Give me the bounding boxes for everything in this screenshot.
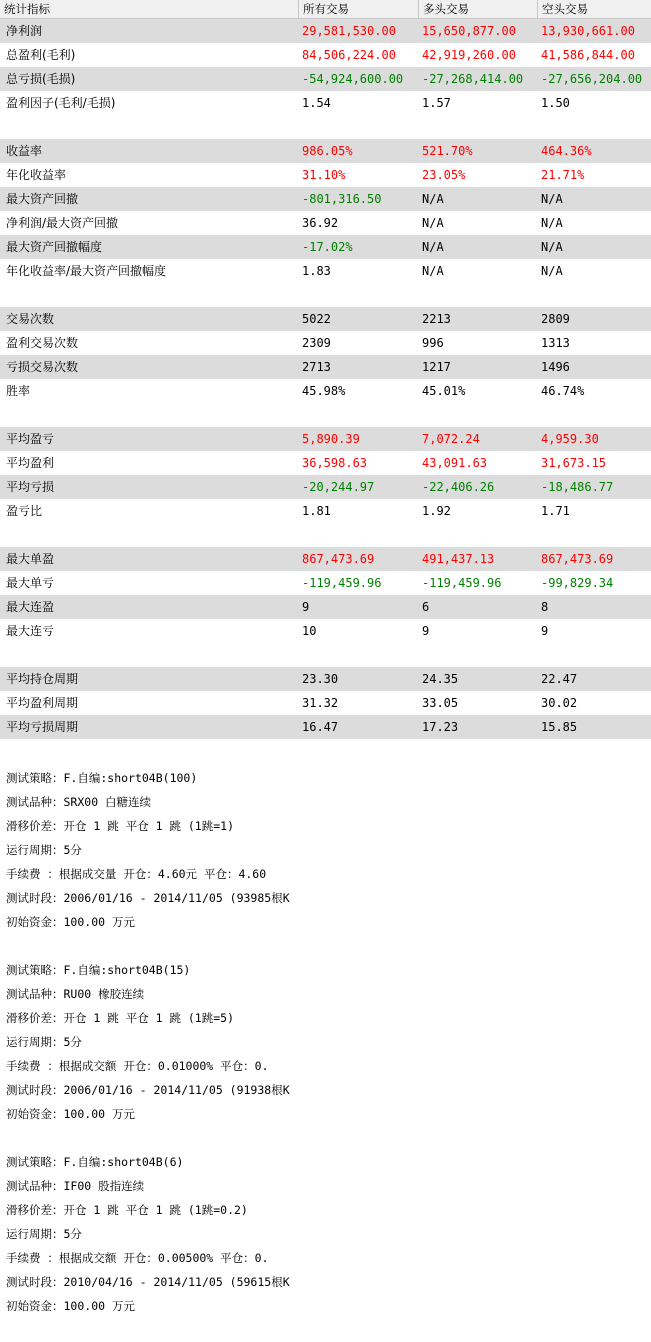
short-trades-value: 22.47 — [541, 672, 578, 686]
metric-label: 总盈利(毛利) — [6, 48, 76, 62]
metric-label: 平均亏损 — [6, 480, 55, 494]
table-row[interactable] — [0, 259, 651, 283]
table-row[interactable] — [0, 475, 651, 499]
short-trades-value: 13,930,661.00 — [541, 24, 635, 38]
metric-label: 最大单盈 — [6, 552, 55, 566]
metric-label: 最大资产回撤幅度 — [6, 240, 103, 254]
info-line: 测试策略：F.自编:short04B(15) — [6, 963, 191, 977]
header-metric[interactable]: 统计指标 — [0, 0, 299, 18]
all-trades-value: 45.98% — [302, 384, 346, 398]
long-trades-value: 521.70% — [422, 144, 473, 158]
table-row[interactable] — [0, 307, 651, 331]
all-trades-value: 5,890.39 — [302, 432, 360, 446]
short-trades-value: 1.50 — [541, 96, 570, 110]
info-line: 手续费 ：根据成交额 开仓：0.01000% 平仓：0. — [6, 1059, 269, 1073]
short-trades-value: 30.02 — [541, 696, 578, 710]
all-trades-value: -119,459.96 — [302, 576, 382, 590]
metric-label: 最大资产回撤 — [6, 192, 79, 206]
long-trades-value: -27,268,414.00 — [422, 72, 524, 86]
info-line: 滑移价差：开仓 1 跳 平仓 1 跳 (1跳=1) — [6, 819, 235, 833]
metric-label: 盈利交易次数 — [6, 336, 79, 350]
long-trades-value: 7,072.24 — [422, 432, 480, 446]
info-spacer — [6, 934, 297, 958]
table-row[interactable] — [0, 235, 651, 259]
long-trades-value: 15,650,877.00 — [422, 24, 516, 38]
info-line: 初始资金：100.00 万元 — [6, 1299, 135, 1313]
short-trades-value: N/A — [541, 192, 563, 206]
long-trades-value: -22,406.26 — [422, 480, 495, 494]
header-long-trades[interactable]: 多头交易 — [419, 0, 538, 18]
long-trades-value: 491,437.13 — [422, 552, 495, 566]
table-row[interactable] — [0, 451, 651, 475]
table-row[interactable] — [0, 355, 651, 379]
metric-label: 最大连亏 — [6, 624, 55, 638]
metric-label: 交易次数 — [6, 312, 55, 326]
long-trades-value: 23.05% — [422, 168, 466, 182]
header-all-trades[interactable]: 所有交易 — [299, 0, 419, 18]
all-trades-value: -20,244.97 — [302, 480, 375, 494]
short-trades-value: N/A — [541, 240, 563, 254]
all-trades-value: 986.05% — [302, 144, 353, 158]
table-row[interactable] — [0, 379, 651, 403]
all-trades-value: 36.92 — [302, 216, 339, 230]
long-trades-value: 1.57 — [422, 96, 451, 110]
all-trades-value: 31.32 — [302, 696, 339, 710]
metric-label: 平均盈利周期 — [6, 696, 79, 710]
info-line: 测试策略：F.自编:short04B(6) — [6, 1155, 184, 1169]
all-trades-value: 2713 — [302, 360, 331, 374]
info-line: 测试品种：RU00 橡胶连续 — [6, 987, 145, 1001]
long-trades-value: 45.01% — [422, 384, 466, 398]
long-trades-value: 43,091.63 — [422, 456, 488, 470]
all-trades-value: 1.81 — [302, 504, 331, 518]
all-trades-value: 9 — [302, 600, 310, 614]
long-trades-value: 1217 — [422, 360, 451, 374]
short-trades-value: 4,959.30 — [541, 432, 599, 446]
spacer-row — [0, 283, 651, 307]
table-row[interactable] — [0, 547, 651, 571]
short-trades-value: N/A — [541, 264, 563, 278]
metric-label: 净利润/最大资产回撤 — [6, 216, 119, 230]
short-trades-value: 9 — [541, 624, 549, 638]
short-trades-value: 464.36% — [541, 144, 592, 158]
table-row[interactable] — [0, 715, 651, 739]
all-trades-value: 23.30 — [302, 672, 339, 686]
all-trades-value: 31.10% — [302, 168, 346, 182]
short-trades-value: -99,829.34 — [541, 576, 614, 590]
long-trades-value: -119,459.96 — [422, 576, 502, 590]
all-trades-value: 29,581,530.00 — [302, 24, 396, 38]
table-row[interactable] — [0, 667, 651, 691]
table-row[interactable] — [0, 43, 651, 67]
metric-label: 平均盈亏 — [6, 432, 55, 446]
backtest-info — [6, 766, 297, 1318]
spacer-row — [0, 523, 651, 547]
short-trades-value: 15.85 — [541, 720, 578, 734]
metric-label: 平均持仓周期 — [6, 672, 79, 686]
info-line: 测试品种：IF00 股指连续 — [6, 1179, 145, 1193]
short-trades-value: N/A — [541, 216, 563, 230]
info-line: 滑移价差：开仓 1 跳 平仓 1 跳 (1跳=0.2) — [6, 1203, 248, 1217]
metric-label: 亏损交易次数 — [6, 360, 79, 374]
info-line: 初始资金：100.00 万元 — [6, 1107, 135, 1121]
long-trades-value: N/A — [422, 240, 444, 254]
info-line: 运行周期：5分 — [6, 1035, 82, 1049]
metric-label: 最大单亏 — [6, 576, 55, 590]
all-trades-value: 2309 — [302, 336, 331, 350]
info-line: 测试时段：2006/01/16 - 2014/11/05 (91938根K — [6, 1083, 290, 1097]
table-row[interactable] — [0, 139, 651, 163]
info-line: 运行周期：5分 — [6, 1227, 82, 1241]
all-trades-value: 36,598.63 — [302, 456, 368, 470]
spacer-row — [0, 403, 651, 427]
metric-label: 盈亏比 — [6, 504, 43, 518]
short-trades-value: 1.71 — [541, 504, 570, 518]
short-trades-value: 41,586,844.00 — [541, 48, 635, 62]
short-trades-value: 46.74% — [541, 384, 585, 398]
info-line: 初始资金：100.00 万元 — [6, 915, 135, 929]
spacer-row — [0, 643, 651, 667]
metric-label: 胜率 — [6, 384, 31, 398]
metric-label: 净利润 — [6, 24, 43, 38]
all-trades-value: 867,473.69 — [302, 552, 375, 566]
long-trades-value: 33.05 — [422, 696, 459, 710]
table-row[interactable] — [0, 691, 651, 715]
info-line: 测试品种：SRX00 白糖连续 — [6, 795, 152, 809]
short-trades-value: -27,656,204.00 — [541, 72, 643, 86]
short-trades-value: 21.71% — [541, 168, 585, 182]
table-row[interactable] — [0, 19, 651, 43]
all-trades-value: 1.54 — [302, 96, 331, 110]
table-row[interactable] — [0, 67, 651, 91]
all-trades-value: -17.02% — [302, 240, 353, 254]
table-row[interactable] — [0, 499, 651, 523]
table-row[interactable] — [0, 427, 651, 451]
long-trades-value: 42,919,260.00 — [422, 48, 516, 62]
info-line: 手续费 ：根据成交量 开仓：4.60元 平仓：4.60 — [6, 867, 267, 881]
short-trades-value: 31,673.15 — [541, 456, 607, 470]
long-trades-value: N/A — [422, 216, 444, 230]
long-trades-value: N/A — [422, 264, 444, 278]
short-trades-value: 2809 — [541, 312, 570, 326]
all-trades-value: -801,316.50 — [302, 192, 382, 206]
short-trades-value: 1496 — [541, 360, 570, 374]
table-row[interactable] — [0, 571, 651, 595]
metric-label: 最大连盈 — [6, 600, 55, 614]
info-line: 测试时段：2010/04/16 - 2014/11/05 (59615根K — [6, 1275, 290, 1289]
info-line: 测试策略：F.自编:short04B(100) — [6, 771, 198, 785]
info-spacer — [6, 1126, 297, 1150]
info-line: 手续费 ：根据成交额 开仓：0.00500% 平仓：0. — [6, 1251, 269, 1265]
metric-label: 年化收益率/最大资产回撤幅度 — [6, 264, 167, 278]
all-trades-value: 10 — [302, 624, 317, 638]
all-trades-value: 84,506,224.00 — [302, 48, 396, 62]
all-trades-value: -54,924,600.00 — [302, 72, 404, 86]
spacer-row — [0, 115, 651, 139]
info-line: 测试时段：2006/01/16 - 2014/11/05 (93985根K — [6, 891, 290, 905]
short-trades-value: 867,473.69 — [541, 552, 614, 566]
short-trades-value: 1313 — [541, 336, 570, 350]
long-trades-value: 6 — [422, 600, 430, 614]
header-short-trades[interactable]: 空头交易 — [542, 2, 588, 16]
short-trades-value: -18,486.77 — [541, 480, 614, 494]
long-trades-value: 996 — [422, 336, 444, 350]
long-trades-value: 1.92 — [422, 504, 451, 518]
metric-label: 平均盈利 — [6, 456, 55, 470]
table-row[interactable] — [0, 91, 651, 115]
long-trades-value: 9 — [422, 624, 430, 638]
long-trades-value: 24.35 — [422, 672, 459, 686]
metric-label: 总亏损(毛损) — [6, 72, 76, 86]
table-row[interactable] — [0, 211, 651, 235]
stats-table — [0, 19, 651, 739]
table-row[interactable] — [0, 595, 651, 619]
metric-label: 盈利因子(毛利/毛损) — [6, 96, 116, 110]
short-trades-value: 8 — [541, 600, 549, 614]
all-trades-value: 16.47 — [302, 720, 339, 734]
all-trades-value: 5022 — [302, 312, 331, 326]
long-trades-value: 2213 — [422, 312, 451, 326]
long-trades-value: 17.23 — [422, 720, 459, 734]
table-row[interactable] — [0, 619, 651, 643]
table-row[interactable] — [0, 187, 651, 211]
all-trades-value: 1.83 — [302, 264, 331, 278]
info-line: 滑移价差：开仓 1 跳 平仓 1 跳 (1跳=5) — [6, 1011, 235, 1025]
metric-label: 平均亏损周期 — [6, 720, 79, 734]
metric-label: 年化收益率 — [6, 168, 67, 182]
long-trades-value: N/A — [422, 192, 444, 206]
info-line: 运行周期：5分 — [6, 843, 82, 857]
table-row[interactable] — [0, 163, 651, 187]
table-header — [0, 0, 651, 19]
table-row[interactable] — [0, 331, 651, 355]
metric-label: 收益率 — [6, 144, 43, 158]
